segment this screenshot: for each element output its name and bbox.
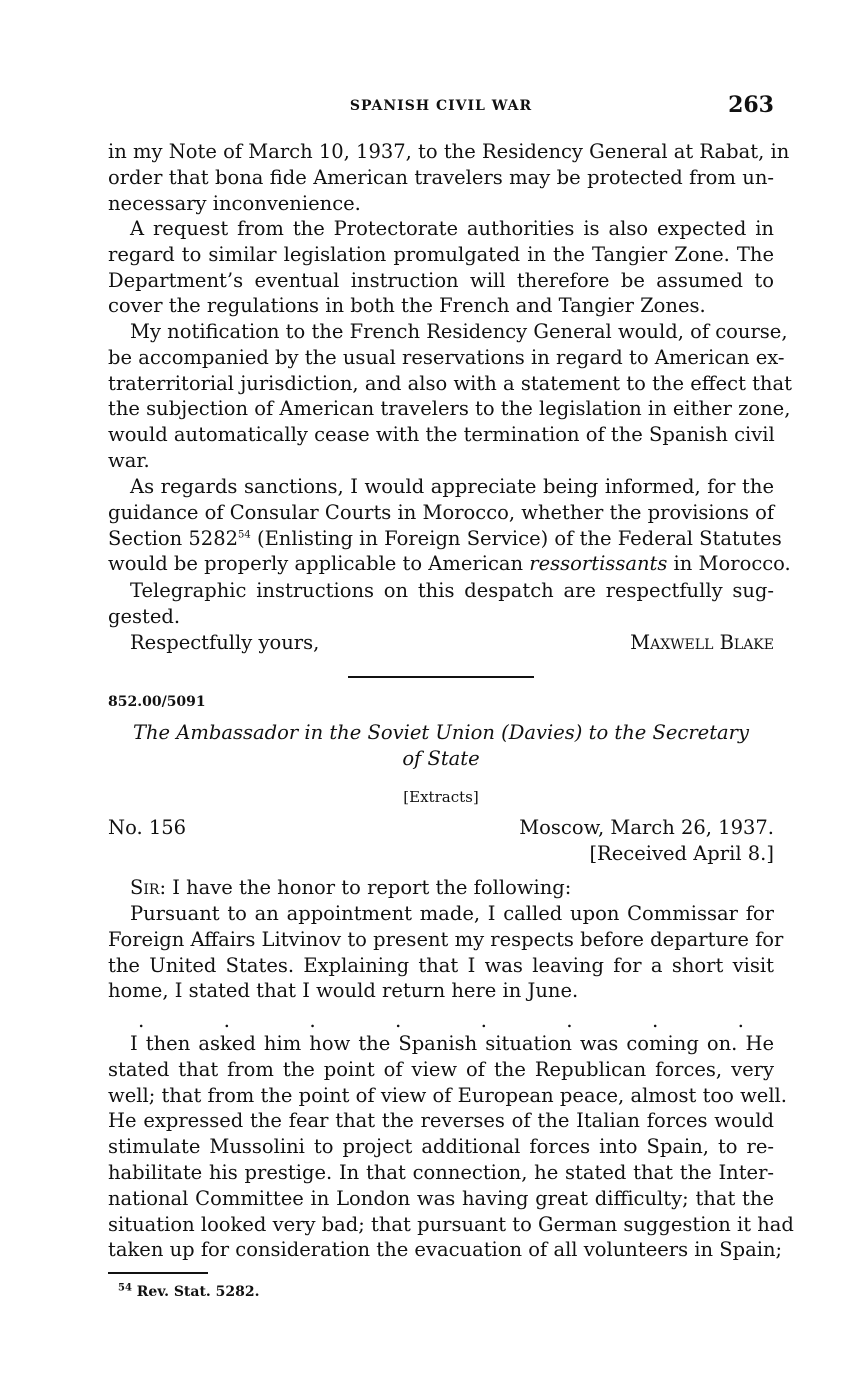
text-line: situation looked very bad; that pursuant to German suggestion it had xyxy=(108,1212,794,1236)
text-line: order that bona fide American travelers may be protected from un- xyxy=(108,165,774,189)
text-line xyxy=(108,526,782,552)
text-line: I then asked him how the Spanish situation was coming on. He xyxy=(130,1032,774,1055)
running-head xyxy=(108,92,774,122)
text-line: regard to similar legislation promulgated in the Tangier Zone. The xyxy=(108,242,774,266)
paragraph-notification xyxy=(108,319,792,474)
footnote-reference: 54 xyxy=(238,529,251,541)
text-line: would automatically cease with the termination of the Spanish civil xyxy=(108,423,775,447)
dot: . xyxy=(223,1008,231,1032)
salutation-text: : I have the honor to report the following: xyxy=(159,876,572,899)
page-number: 263 xyxy=(728,92,774,118)
footnote-text: Rev. Stat. 5282. xyxy=(136,1284,260,1300)
dot: . xyxy=(138,1008,145,1032)
dot: . xyxy=(394,1008,402,1032)
signature: Maxwell Blake xyxy=(630,631,774,654)
text-line: As regards sanctions, I would appreciate being informed, for the xyxy=(130,475,774,498)
heading-line: of State xyxy=(402,747,480,770)
paragraph-spanish-situation xyxy=(108,1031,794,1263)
text-line xyxy=(108,875,774,901)
text-line: war. xyxy=(108,448,150,472)
text-line: Telegraphic instructions on this despatch are respectfully sug- xyxy=(130,579,774,602)
text-line: be accompanied by the usual reservations in regard to American ex- xyxy=(108,345,785,369)
place-date: Moscow, March 26, 1937. xyxy=(519,816,774,839)
complimentary-close: Respectfully yours, xyxy=(130,631,320,654)
salutation-sir: Sir xyxy=(130,876,160,899)
text-line: in my Note of March 10, 1937, to the Residency General at Rabat, in xyxy=(108,140,790,163)
paragraph-telegraphic xyxy=(108,578,774,630)
extracts-label: [Extracts] xyxy=(403,788,479,806)
text-line: Pursuant to an appointment made, I called upon Commissar for xyxy=(130,902,774,925)
dot: . xyxy=(480,1008,487,1032)
dot: . xyxy=(309,1008,316,1032)
dot: . xyxy=(651,1008,659,1032)
text-line xyxy=(108,551,791,577)
text-line: Department’s eventual instruction will therefore be assumed to xyxy=(108,268,774,292)
italic-term: ressortissants xyxy=(529,552,668,576)
footnote-marker: 54 xyxy=(118,1282,132,1294)
text-line: guidance of Consular Courts in Morocco, whether the provisions of xyxy=(108,500,775,524)
text-line: My notification to the French Residency General would, of course, xyxy=(130,320,788,343)
paragraph-sanctions xyxy=(108,474,791,577)
paragraph-continuation xyxy=(108,139,790,216)
despatch-number: No. 156 xyxy=(108,816,187,839)
text-line: well; that from the point of view of European peace, almost too well. xyxy=(108,1083,787,1107)
text-segment: Section 5282 xyxy=(108,526,239,550)
dot: . xyxy=(566,1008,573,1032)
paragraph-appointment xyxy=(108,901,784,1004)
text-line: stimulate Mussolini to project additional forces into Spain, to re- xyxy=(108,1135,774,1159)
closing xyxy=(108,630,774,656)
received-date: [Received April 8.] xyxy=(589,842,774,865)
text-line: gested. xyxy=(108,604,181,628)
text-segment: in Morocco. xyxy=(667,552,791,576)
text-line: necessary inconvenience. xyxy=(108,191,361,215)
section-divider xyxy=(348,676,534,678)
text-line: the United States. Explaining that I was leaving for a short visit xyxy=(108,953,774,977)
text-line: He expressed the fear that the reverses of the Italian forces would xyxy=(108,1109,774,1133)
text-line: traterritorial jurisdiction, and also with a statement to the effect that xyxy=(108,371,792,395)
text-segment: (Enlisting in Foreign Service) of the Federal Statutes xyxy=(250,526,782,550)
footnote-rule xyxy=(108,1272,208,1274)
text-line: habilitate his prestige. In that connection, he stated that the Inter- xyxy=(108,1160,774,1184)
footnote xyxy=(118,1284,260,1300)
text-line: Foreign Affairs Litvinov to present my respects before departure for xyxy=(108,927,784,951)
running-title: SPANISH CIVIL WAR xyxy=(349,98,533,114)
text-line: taken up for consideration the evacuation of all volunteers in Spain; xyxy=(108,1238,783,1262)
paragraph-protectorate-request xyxy=(108,216,774,319)
text-line: A request from the Protectorate authorities is also expected in xyxy=(130,217,774,240)
ellipsis-dots xyxy=(108,1008,774,1032)
text-line: national Committee in London was having great difficulty; that the xyxy=(108,1186,774,1210)
document-heading xyxy=(108,720,774,772)
salutation xyxy=(108,875,774,901)
signature-row xyxy=(108,630,774,656)
file-number: 852.00/5091 xyxy=(108,694,206,710)
dot: . xyxy=(737,1008,744,1032)
text-segment: would be properly applicable to American xyxy=(108,552,530,576)
heading-line: The Ambassador in the Soviet Union (Davies) to the Secretary xyxy=(132,721,749,744)
text-line: stated that from the point of view of the Republican forces, very xyxy=(108,1057,774,1081)
text-line: cover the regulations in both the French and Tangier Zones. xyxy=(108,294,706,318)
text-line: the subjection of American travelers to the legislation in either zone, xyxy=(108,397,791,421)
text-line: home, I stated that I would return here in June. xyxy=(108,979,579,1003)
